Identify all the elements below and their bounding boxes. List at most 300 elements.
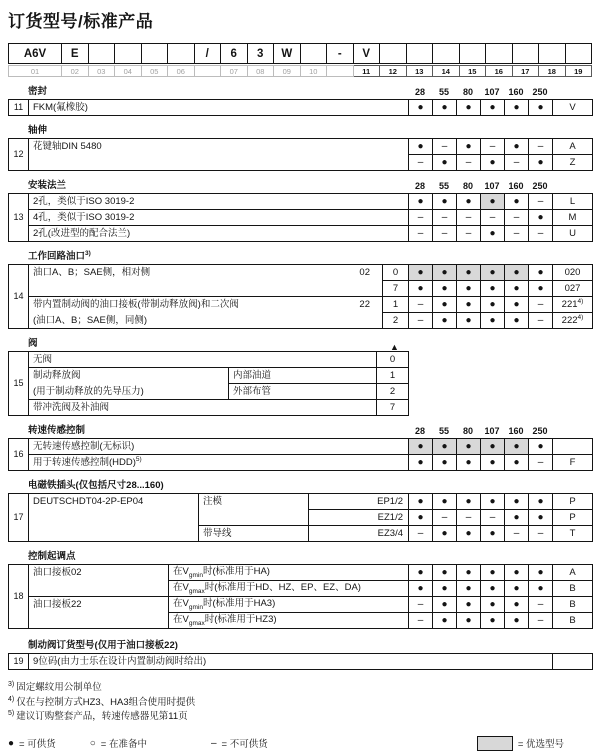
position-cell: 04 <box>115 65 142 77</box>
code-box <box>89 43 116 64</box>
row-number: 18 <box>9 565 29 629</box>
table-row <box>9 297 593 313</box>
availability-cell: – <box>409 226 433 242</box>
option-label: 带冲洗阀及补油阀 <box>29 400 377 416</box>
availability-cell-preferred: ● <box>409 265 433 281</box>
code-cell: 221$^{4)}$ <box>553 297 593 313</box>
legend-preferred: = 优选型号 <box>477 736 564 751</box>
code-box: 3 <box>248 43 275 64</box>
availability-cell: ● <box>529 581 553 597</box>
availability-cell-preferred: ● <box>481 439 505 455</box>
availability-cell: – <box>505 155 529 171</box>
size-column-header: 250 <box>532 87 548 97</box>
availability-cell: – <box>505 226 529 242</box>
position-cell <box>195 65 222 77</box>
section-header <box>8 178 592 192</box>
code-cell: V <box>553 100 593 116</box>
option-label: 带内置制动阀的油口接板(带制动释放阀)和二次阀 (油口A、B；SAE侧，同侧) 22 <box>29 297 383 329</box>
option-sublabel: 在$V_{gmin}$时(标准用于HA3) <box>169 597 409 613</box>
availability-cell: – <box>529 597 553 613</box>
section-speed-sensing <box>8 423 592 471</box>
availability-cell: ● <box>481 581 505 597</box>
availability-cell: ● <box>481 455 505 471</box>
availability-cell: – <box>409 597 433 613</box>
code-cell: 1 <box>377 368 409 384</box>
availability-cell: ● <box>481 613 505 629</box>
position-cell: 10 <box>301 65 328 77</box>
footnote-marker: 5) <box>8 710 15 718</box>
brake-valve-table <box>8 653 593 670</box>
availability-cell: ● <box>457 281 481 297</box>
table-row <box>9 100 593 116</box>
code-box: V <box>354 43 381 64</box>
code-cell: F <box>553 455 593 471</box>
availability-cell: – <box>529 313 553 329</box>
code-cell: 027 <box>553 281 593 297</box>
availability-cell: – <box>529 613 553 629</box>
group-code: 02 <box>359 267 370 278</box>
availability-cell: ● <box>457 455 481 471</box>
availability-cell-preferred: ● <box>481 265 505 281</box>
availability-cell: – <box>409 313 433 329</box>
availability-cell: ● <box>505 313 529 329</box>
availability-cell: – <box>505 526 529 542</box>
availability-cell: ● <box>529 565 553 581</box>
footnote-ref: 3) <box>85 249 91 257</box>
ports-table <box>8 264 593 329</box>
availability-cell-preferred: ● <box>433 439 457 455</box>
table-row <box>9 494 593 510</box>
size-column-header: 107 <box>484 87 500 97</box>
valve-table <box>8 351 409 416</box>
sub-code-cell: 2 <box>383 313 409 329</box>
section-control-start <box>8 549 592 629</box>
section-shaft <box>8 123 592 171</box>
availability-cell-preferred: ● <box>457 265 481 281</box>
position-cell: 01 <box>8 65 62 77</box>
availability-cell: ● <box>409 565 433 581</box>
section-title: 电磁铁插头(仅包括尺寸28...160) <box>28 480 164 491</box>
page-title: 订货型号/标准产品 <box>8 12 154 31</box>
code-box <box>513 43 540 64</box>
option-label: 9位码(由力士乐在设计内置制动阀时给出) <box>29 654 553 670</box>
availability-cell: ● <box>433 455 457 471</box>
size-column-header: 250 <box>532 181 548 191</box>
availability-cell: – <box>433 510 457 526</box>
size-column-header: 107 <box>484 426 500 436</box>
code-cell <box>553 439 593 455</box>
position-cell: 03 <box>89 65 116 77</box>
code-cell: A <box>553 565 593 581</box>
table-row <box>9 368 409 384</box>
code-cell: B <box>553 581 593 597</box>
availability-cell: ● <box>505 139 529 155</box>
code-cell: U <box>553 226 593 242</box>
code-box: E <box>62 43 89 64</box>
availability-cell: ● <box>433 581 457 597</box>
availability-cell: ● <box>457 565 481 581</box>
availability-cell: ● <box>457 139 481 155</box>
availability-cell: – <box>529 297 553 313</box>
section-title: 转速传感控制 <box>28 425 86 436</box>
code-cell: P <box>553 494 593 510</box>
option-label: 2孔，类似于ISO 3019-2 <box>29 194 409 210</box>
position-cell: 08 <box>248 65 275 77</box>
table-row <box>9 439 593 455</box>
option-label: 花键轴DIN 5480 <box>29 139 409 171</box>
size-column-header: 160 <box>508 181 524 191</box>
footnote-marker: 4) <box>8 695 15 703</box>
position-cell: 09 <box>274 65 301 77</box>
availability-cell: ● <box>481 526 505 542</box>
availability-cell: ● <box>433 526 457 542</box>
size-column-header: 28 <box>414 87 425 97</box>
availability-cell: ● <box>481 100 505 116</box>
availability-cell: ● <box>481 297 505 313</box>
code-cell: 0 <box>377 352 409 368</box>
option-label: 2孔(改进型的配合法兰) <box>29 226 409 242</box>
code-cell: 020 <box>553 265 593 281</box>
availability-cell: – <box>409 613 433 629</box>
size-column-header: 80 <box>462 87 473 97</box>
position-number-row <box>8 65 592 77</box>
option-sublabel: 在$V_{gmin}$时(标准用于HA) <box>169 565 409 581</box>
sub-code-cell: 0 <box>383 265 409 281</box>
table-row <box>9 565 593 581</box>
section-title: 制动阀订货型号(仅用于油口接板22) <box>28 640 178 651</box>
code-cell: Z <box>553 155 593 171</box>
availability-cell: ● <box>433 565 457 581</box>
open-circle-icon: ○ <box>89 737 96 749</box>
availability-cell: ● <box>457 100 481 116</box>
availability-cell: ● <box>529 281 553 297</box>
availability-cell: ● <box>433 494 457 510</box>
size-column-header: 55 <box>438 426 449 436</box>
code-box <box>486 43 513 64</box>
up-arrow-icon: ▲ <box>390 342 399 352</box>
section-header <box>8 249 592 263</box>
availability-cell: ● <box>433 194 457 210</box>
availability-cell: ● <box>481 494 505 510</box>
code-cell: P <box>553 510 593 526</box>
availability-cell-preferred: ● <box>409 439 433 455</box>
footnote: $^{4)}$ 仅在与控制方式HZ3、HA3组合使用时提供 <box>8 695 196 708</box>
sub-code-cell: 7 <box>383 281 409 297</box>
option-label: 用于转速传感控制(HDD)$^{5)}$ <box>29 455 409 471</box>
code-box: A6V <box>8 43 62 64</box>
code-box <box>115 43 142 64</box>
section-header <box>8 638 592 652</box>
code-box <box>433 43 460 64</box>
code-cell: 7 <box>377 400 409 416</box>
option-sublabel: 注模 <box>199 494 309 526</box>
table-row <box>9 352 409 368</box>
code-cell: A <box>553 139 593 155</box>
code-cell <box>553 654 593 670</box>
section-ports <box>8 249 592 329</box>
availability-cell: ● <box>457 526 481 542</box>
availability-cell: ● <box>505 281 529 297</box>
option-sublabel: 内部油道 <box>229 368 377 384</box>
availability-cell: ● <box>505 613 529 629</box>
seal-table <box>8 99 593 116</box>
table-row <box>9 400 409 416</box>
legend-preparing: ○ = 在准备中 <box>89 737 147 751</box>
model-code-grid <box>8 43 592 77</box>
position-cell: 02 <box>62 65 89 77</box>
availability-cell: ● <box>505 565 529 581</box>
section-flange <box>8 178 592 242</box>
availability-cell: – <box>529 455 553 471</box>
availability-cell: ● <box>505 597 529 613</box>
availability-cell: ● <box>505 510 529 526</box>
position-cell: 16 <box>486 65 513 77</box>
code-cell: B <box>553 597 593 613</box>
availability-cell: – <box>457 510 481 526</box>
section-solenoid-plug <box>8 478 592 542</box>
availability-cell: ● <box>433 297 457 313</box>
preferred-swatch <box>477 736 513 751</box>
availability-cell: ● <box>457 494 481 510</box>
code-box <box>142 43 169 64</box>
row-number: 14 <box>9 265 29 329</box>
code-box <box>539 43 566 64</box>
plug-type: EZ3/4 <box>309 526 409 542</box>
availability-cell: ● <box>481 313 505 329</box>
option-label: DEUTSCHDT04-2P-EP04 <box>29 494 199 542</box>
size-column-header: 80 <box>462 426 473 436</box>
section-title: 安装法兰 <box>28 180 67 191</box>
section-brake-valve <box>8 638 592 670</box>
code-box <box>168 43 195 64</box>
size-column-header: 55 <box>438 87 449 97</box>
availability-cell: ● <box>457 613 481 629</box>
code-cell: M <box>553 210 593 226</box>
section-title: 控制起调点 <box>28 551 76 562</box>
table-row <box>9 597 593 613</box>
position-cell: 19 <box>566 65 593 77</box>
availability-cell: – <box>481 210 505 226</box>
availability-cell: – <box>409 297 433 313</box>
availability-cell: ● <box>481 155 505 171</box>
availability-cell: ● <box>457 297 481 313</box>
option-sublabel: 带导线 <box>199 526 309 542</box>
code-cell: T <box>553 526 593 542</box>
option-sublabel: 在$V_{gmax}$时(标准用于HZ3) <box>169 613 409 629</box>
availability-cell: ● <box>457 597 481 613</box>
position-cell: 06 <box>168 65 195 77</box>
availability-cell: ● <box>529 100 553 116</box>
size-column-header: 160 <box>508 426 524 436</box>
code-box <box>407 43 434 64</box>
availability-cell: ● <box>505 194 529 210</box>
availability-cell-preferred: ● <box>505 265 529 281</box>
availability-cell: – <box>433 139 457 155</box>
availability-cell: ● <box>433 100 457 116</box>
code-box: W <box>274 43 301 64</box>
section-header <box>8 423 592 437</box>
legend <box>8 736 592 751</box>
dash-icon: – <box>210 737 217 749</box>
availability-cell: ● <box>433 155 457 171</box>
availability-cell: – <box>481 139 505 155</box>
availability-cell: ● <box>433 597 457 613</box>
footnote: $^{5)}$ 建议订购整套产品，转速传感器见第11页 <box>8 710 188 723</box>
footnote: $^{3)}$ 固定螺纹用公制单位 <box>8 681 102 694</box>
option-label: 4孔，类似于ISO 3019-2 <box>29 210 409 226</box>
option-label: FKM(氟橡胶) <box>29 100 409 116</box>
section-title: 工作回路油口$^{3)}$ <box>28 249 91 262</box>
availability-cell: ● <box>481 597 505 613</box>
availability-cell: ● <box>457 313 481 329</box>
availability-cell: ● <box>409 510 433 526</box>
availability-cell: ● <box>529 155 553 171</box>
row-number: 16 <box>9 439 29 471</box>
section-title: 密封 <box>28 86 48 97</box>
table-row <box>9 455 593 471</box>
availability-cell: – <box>529 194 553 210</box>
availability-cell: ● <box>529 210 553 226</box>
availability-cell: – <box>409 210 433 226</box>
availability-cell: – <box>529 139 553 155</box>
footnotes <box>8 679 592 723</box>
size-column-header: 55 <box>438 181 449 191</box>
row-number: 13 <box>9 194 29 242</box>
availability-cell: – <box>457 226 481 242</box>
availability-cell-preferred: ● <box>505 439 529 455</box>
section-valve <box>8 336 592 416</box>
filled-circle-icon: ● <box>8 737 15 749</box>
code-cell: 222$^{4)}$ <box>553 313 593 329</box>
code-box: 6 <box>221 43 248 64</box>
availability-cell: ● <box>481 281 505 297</box>
availability-cell: – <box>457 210 481 226</box>
section-header <box>8 549 592 563</box>
option-label: 油口接板22 <box>29 597 169 629</box>
availability-cell: ● <box>409 194 433 210</box>
position-cell: 07 <box>221 65 248 77</box>
availability-cell-preferred: ● <box>481 194 505 210</box>
position-cell: 05 <box>142 65 169 77</box>
solenoid-plug-table <box>8 493 593 542</box>
table-row <box>9 654 593 670</box>
availability-cell: ● <box>433 281 457 297</box>
section-header <box>8 478 592 492</box>
plug-type: EZ1/2 <box>309 510 409 526</box>
code-box: - <box>327 43 354 64</box>
availability-cell: ● <box>481 565 505 581</box>
row-number: 19 <box>9 654 29 670</box>
sub-code-cell: 1 <box>383 297 409 313</box>
position-cell: 17 <box>513 65 540 77</box>
footnote-marker: 3) <box>8 681 15 688</box>
shaft-table <box>8 138 593 171</box>
availability-cell: ● <box>409 100 433 116</box>
size-column-header: 160 <box>508 87 524 97</box>
code-cell: 2 <box>377 384 409 400</box>
availability-cell: – <box>529 526 553 542</box>
option-label: 制动释放阀 (用于制动释放的先导压力) <box>29 368 229 400</box>
code-box <box>460 43 487 64</box>
availability-cell: ● <box>409 581 433 597</box>
availability-cell: ● <box>409 494 433 510</box>
code-box-row <box>8 43 592 64</box>
table-row <box>9 226 593 242</box>
section-header <box>8 84 592 98</box>
code-cell: L <box>553 194 593 210</box>
option-sublabel: 外部布管 <box>229 384 377 400</box>
availability-cell: – <box>457 155 481 171</box>
row-number: 17 <box>9 494 29 542</box>
size-column-header: 28 <box>414 426 425 436</box>
availability-cell: ● <box>529 439 553 455</box>
option-sublabel: 在$V_{gmax}$时(标准用于HD、HZ、EP、EZ、DA) <box>169 581 409 597</box>
code-box: / <box>195 43 222 64</box>
option-label: 油口接板02 <box>29 565 169 597</box>
table-row <box>9 210 593 226</box>
option-label: 无转速传感控制(无标识) <box>29 439 409 455</box>
row-number: 15 <box>9 352 29 416</box>
position-cell <box>327 65 354 77</box>
size-column-header: 80 <box>462 181 473 191</box>
position-cell: 11 <box>354 65 381 77</box>
availability-cell: ● <box>505 297 529 313</box>
row-number: 12 <box>9 139 29 171</box>
size-column-header: 250 <box>532 426 548 436</box>
section-title: 阀 <box>28 338 38 349</box>
availability-cell-preferred: ● <box>433 265 457 281</box>
availability-cell: ● <box>529 265 553 281</box>
availability-cell: ● <box>409 281 433 297</box>
availability-cell: – <box>433 226 457 242</box>
availability-cell: – <box>409 526 433 542</box>
section-header <box>8 123 592 137</box>
legend-available: ● = 可供货 <box>8 737 56 751</box>
availability-cell: – <box>505 210 529 226</box>
position-cell: 18 <box>539 65 566 77</box>
availability-cell: ● <box>433 313 457 329</box>
position-cell: 15 <box>460 65 487 77</box>
table-row <box>9 194 593 210</box>
section-title: 轴伸 <box>28 125 48 136</box>
section-header <box>8 336 592 350</box>
footnote-ref: 5) <box>135 456 142 464</box>
availability-cell: – <box>529 226 553 242</box>
availability-cell: ● <box>457 194 481 210</box>
code-box <box>301 43 328 64</box>
availability-cell: ● <box>505 455 529 471</box>
availability-cell: – <box>409 155 433 171</box>
option-label: 油口A、B；SAE侧，相对侧 02 <box>29 265 383 297</box>
availability-cell: ● <box>457 581 481 597</box>
availability-cell: ● <box>433 613 457 629</box>
size-column-header: 28 <box>414 181 425 191</box>
availability-cell: ● <box>505 494 529 510</box>
table-row <box>9 265 593 281</box>
availability-cell: ● <box>409 139 433 155</box>
availability-cell: ● <box>529 494 553 510</box>
availability-cell-preferred: ● <box>457 439 481 455</box>
plug-type: EP1/2 <box>309 494 409 510</box>
speed-sensing-table <box>8 438 593 471</box>
availability-cell: ● <box>505 100 529 116</box>
legend-unavailable: – = 不可供货 <box>210 737 268 751</box>
group-code: 22 <box>359 299 370 310</box>
flange-table <box>8 193 593 242</box>
size-column-header: 107 <box>484 181 500 191</box>
control-start-table <box>8 564 593 629</box>
table-row <box>9 139 593 155</box>
